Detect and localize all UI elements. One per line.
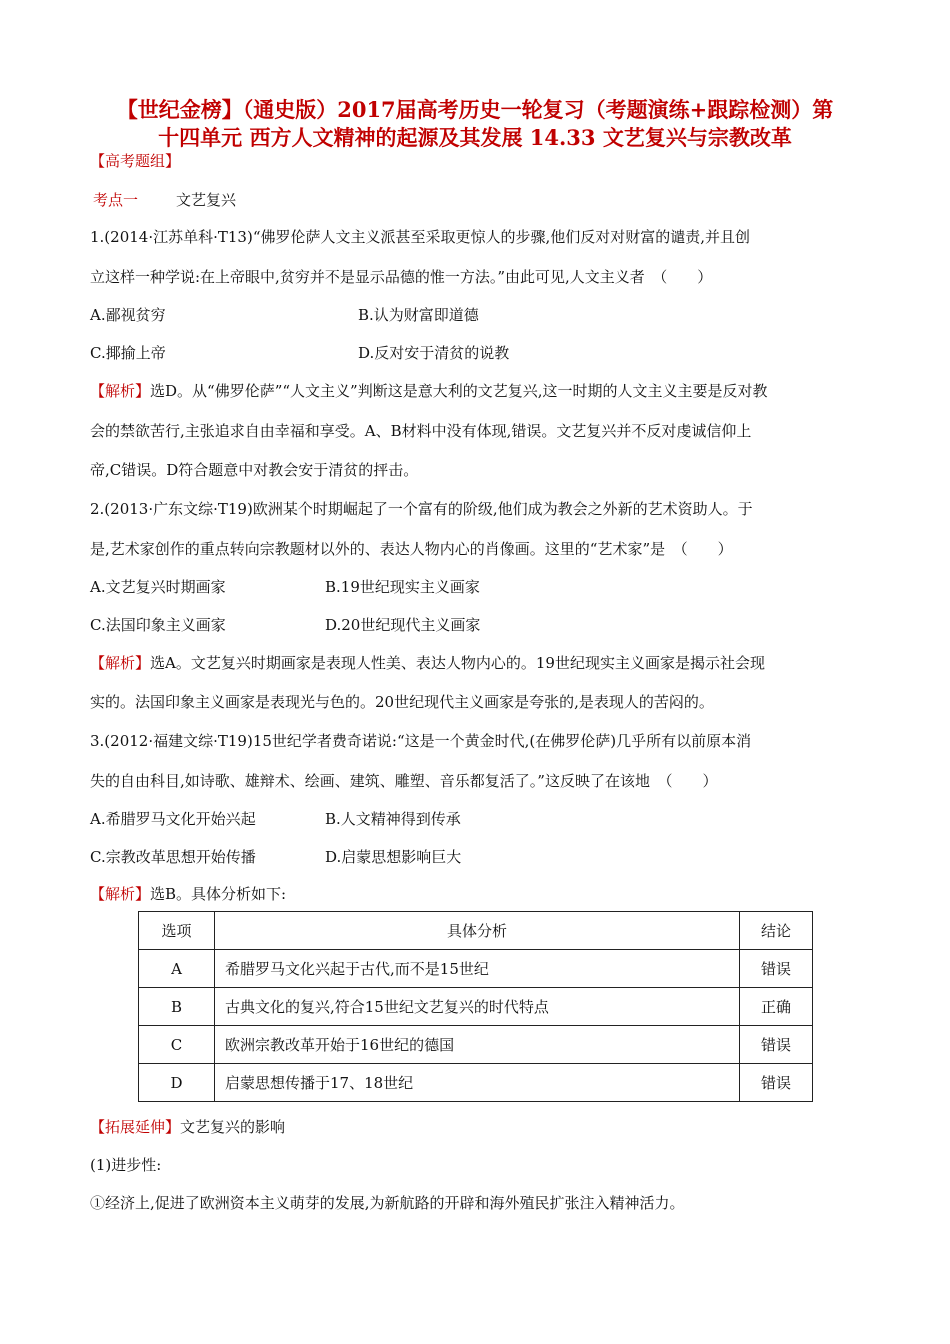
- q2-option-c: C.法国印象主义画家: [90, 616, 226, 634]
- title-line-1: 【世纪金榜】（通史版）2017届高考历史一轮复习（考题演练+跟踪检测）第: [116, 97, 834, 122]
- table-row: [139, 988, 813, 1026]
- q3-option-c: C.宗教改革思想开始传播: [90, 848, 256, 866]
- q1-option-b: B.认为财富即道德: [358, 306, 479, 324]
- table-cell: D: [139, 1064, 215, 1102]
- q3-analysis-text: 选B。具体分析如下:: [150, 885, 287, 903]
- q1-analysis-line-3: 帝,C错误。D符合题意中对教会安于清贫的抨击。: [90, 461, 419, 479]
- q1-analysis-line-2: 会的禁欲苦行,主张追求自由幸福和享受。A、B材料中没有体现,错误。文艺复兴并不反对虔诚信仰上: [90, 422, 752, 440]
- q2-analysis-line-2: 实的。法国印象主义画家是表现光与色的。20世纪现代主义画家是夸张的,是表现人的苦闷的。: [90, 693, 714, 711]
- q2-option-b: B.19世纪现实主义画家: [325, 578, 480, 596]
- table-header-row: [139, 912, 813, 950]
- q1-option-d: D.反对安于清贫的说教: [358, 344, 510, 362]
- document-title: [60, 96, 890, 152]
- table-cell: 正确: [740, 988, 813, 1026]
- q3-option-d: D.启蒙思想影响巨大: [325, 848, 462, 866]
- table-cell: C: [139, 1026, 215, 1064]
- table-cell: A: [139, 950, 215, 988]
- table-cell: 错误: [740, 1064, 813, 1102]
- q2-option-d: D.20世纪现代主义画家: [325, 616, 481, 634]
- q2-stem-line-2: 是,艺术家创作的重点转向宗教题材以外的、表达人物内心的肖像画。这里的“艺术家”是 （ ）: [90, 540, 733, 558]
- extension-heading: [90, 1116, 285, 1137]
- table-header-cell: 选项: [139, 912, 215, 950]
- q1-analysis-text-1: 选D。从“佛罗伦萨”“人文主义”判断这是意大利的文艺复兴,这一时期的人文主义主要是反对教: [150, 382, 768, 400]
- q2-option-a: A.文艺复兴时期画家: [90, 578, 226, 596]
- q1-stem-line-1: 1.(2014·江苏单科·T13)“佛罗伦萨人文主义派甚至采取更惊人的步骤,他们反对对财富的谴责,并且创: [90, 228, 751, 246]
- table-cell: 希腊罗马文化兴起于古代,而不是15世纪: [215, 950, 740, 988]
- table-cell: 错误: [740, 1026, 813, 1064]
- table-row: [139, 950, 813, 988]
- point-name: 文艺复兴: [176, 191, 237, 209]
- q2-analysis-text-1: 选A。文艺复兴时期画家是表现人性美、表达人物内心的。19世纪现实主义画家是揭示社会现: [150, 654, 765, 672]
- q3-option-b: B.人文精神得到传承: [325, 810, 461, 828]
- extension-sub-heading: (1)进步性:: [90, 1156, 162, 1174]
- table-header-cell: 具体分析: [215, 912, 740, 950]
- q3-stem-line-1: 3.(2012·福建文综·T19)15世纪学者费奇诺说:“这是一个黄金时代,(在佛罗伦萨)几乎所有以前原本消: [90, 732, 752, 750]
- table-row: [139, 1026, 813, 1064]
- title-line-2: 十四单元 西方人文精神的起源及其发展 14.33 文艺复兴与宗教改革: [158, 125, 792, 150]
- analysis-table: [138, 911, 813, 1102]
- table-row: [139, 1064, 813, 1102]
- q2-stem-line-1: 2.(2013·广东文综·T19)欧洲某个时期崛起了一个富有的阶级,他们成为教会之外新的艺术资助人。于: [90, 500, 753, 518]
- q1-analysis-tag: 【解析】: [90, 382, 151, 400]
- extension-tag: 【拓展延伸】: [90, 1118, 181, 1136]
- q2-analysis-line-1: [90, 652, 765, 673]
- q3-analysis-tag: 【解析】: [90, 885, 151, 903]
- point-label: 考点一: [93, 191, 139, 209]
- q1-option-a: A.鄙视贫穷: [90, 306, 166, 324]
- table-cell: 欧洲宗教改革开始于16世纪的德国: [215, 1026, 740, 1064]
- q3-option-a: A.希腊罗马文化开始兴起: [90, 810, 256, 828]
- table-cell: 启蒙思想传播于17、18世纪: [215, 1064, 740, 1102]
- extension-item-1: ①经济上,促进了欧洲资本主义萌芽的发展,为新航路的开辟和海外殖民扩张注入精神活力。: [90, 1194, 685, 1212]
- table-cell: B: [139, 988, 215, 1026]
- group-label: 【高考题组】: [90, 152, 181, 170]
- q2-analysis-tag: 【解析】: [90, 654, 151, 672]
- extension-title: 文艺复兴的影响: [180, 1118, 286, 1136]
- table-cell: 错误: [740, 950, 813, 988]
- q1-analysis-line-1: [90, 380, 768, 401]
- table-cell: 古典文化的复兴,符合15世纪文艺复兴的时代特点: [215, 988, 740, 1026]
- q1-option-c: C.揶揄上帝: [90, 344, 166, 362]
- q1-stem-line-2: 立这样一种学说:在上帝眼中,贫穷并不是显示品德的惟一方法。”由此可见,人文主义者 （ ）: [90, 268, 713, 286]
- q3-analysis-line: [90, 883, 286, 904]
- q3-stem-line-2: 失的自由科目,如诗歌、雄辩术、绘画、建筑、雕塑、音乐都复活了。”这反映了在该地 （ ）: [90, 772, 718, 790]
- table-header-cell: 结论: [740, 912, 813, 950]
